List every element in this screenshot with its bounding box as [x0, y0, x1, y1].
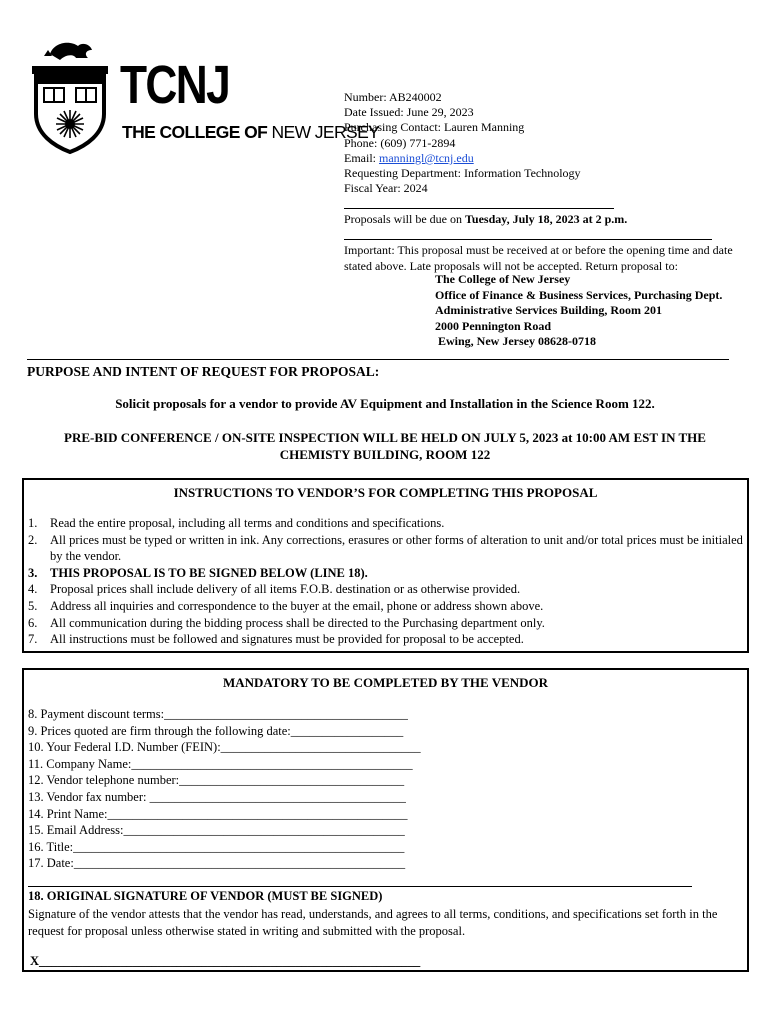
signature-heading: 18. ORIGINAL SIGNATURE OF VENDOR (MUST BE SIGNED) — [28, 889, 383, 903]
return-address — [435, 272, 722, 350]
list-item: 5. Address all inquiries and correspondence to the buyer at the email, phone or address shown above. — [28, 598, 544, 613]
list-item: 2. All prices must be typed or written in ink. Any corrections, erasures or other forms of alteration to unit and/or total prices must be initialed by the vendor. — [28, 532, 743, 564]
vendor-fields — [28, 706, 743, 872]
solicit-statement: Solicit proposals for a vendor to provide AV Equipment and Installation in the Science Room 122. — [115, 396, 655, 411]
divider — [344, 208, 614, 209]
rfp-info — [344, 90, 581, 196]
tcnj-logo — [30, 38, 380, 156]
section-divider — [27, 359, 729, 360]
address-line: Administrative Services Building, Room 201 — [435, 303, 662, 317]
due-date-line: Proposals will be due on Tuesday, July 18, 2023 at 2 p.m. — [344, 212, 628, 226]
college-seal-icon — [30, 38, 110, 156]
signature-line[interactable]: X_____________________________________________________________ — [30, 954, 421, 968]
instructions-list — [28, 515, 743, 648]
email-link[interactable]: manningl@tcnj.edu — [379, 150, 474, 165]
list-item: 7. All instructions must be followed and signatures must be provided for proposal to be accepted. — [28, 632, 524, 647]
list-item: 6. All communication during the bidding process shall be directed to the Purchasing department only. — [28, 615, 545, 630]
title-field[interactable]: 16. Title:_____________________________________________________ — [28, 839, 405, 854]
rfp-number: Number: AB240002 — [344, 90, 442, 104]
brand-name: TCNJ — [120, 55, 230, 115]
list-item: 4. Proposal prices shall include delivery of all items F.O.B. destination or as otherwise provided. — [28, 582, 521, 597]
brand-subtitle: THE COLLEGE OF NEW JERSEY — [122, 122, 380, 142]
vendor-title: MANDATORY TO BE COMPLETED BY THE VENDOR — [222, 675, 549, 690]
fein-field[interactable]: 10. Your Federal I.D. Number (FEIN):________________________________ — [28, 740, 421, 755]
divider — [344, 239, 712, 240]
prebid-notice: PRE-BID CONFERENCE / ON-SITE INSPECTION WILL BE HELD ON JULY 5, 2023 at 10:00 AM EST IN THE CHEMISTY BUILDING, ROOM 122 — [64, 430, 706, 462]
address-line: The College of New Jersey — [435, 272, 571, 286]
divider — [28, 886, 692, 887]
list-item: 3. THIS PROPOSAL IS TO BE SIGNED BELOW (LINE 18). — [28, 565, 368, 580]
company-name-field[interactable]: 11. Company Name:_____________________________________________ — [28, 756, 413, 771]
date-issued: Date Issued: June 29, 2023 — [344, 105, 474, 120]
signature-statement: Signature of the vendor attests that the vendor has read, understands, and agrees to all terms, conditions, and specifications set forth in the request for proposal unless otherwise stated in writing and submitted with the proposal. — [28, 907, 718, 938]
important-note: Important: This proposal must be received at or before the opening time and date stated above. Late proposals will not be accepted. Return proposal to: — [344, 243, 733, 273]
list-item: 1. Read the entire proposal, including all terms and conditions and specifications. — [28, 516, 445, 530]
print-name-field[interactable]: 14. Print Name:________________________________________________ — [28, 806, 408, 821]
address-line: Office of Finance & Business Services, Purchasing Dept. — [435, 287, 723, 302]
requesting-department: Requesting Department: Information Technology — [344, 166, 581, 181]
instructions-title: INSTRUCTIONS TO VENDOR’S FOR COMPLETING THIS PROPOSAL — [173, 485, 598, 500]
email-address-field[interactable]: 15. Email Address:_____________________________________________ — [28, 823, 405, 838]
fiscal-year: Fiscal Year: 2024 — [344, 181, 428, 196]
email-line: Email: manningl@tcnj.edu — [344, 150, 474, 165]
address-line: 2000 Pennington Road — [435, 318, 552, 333]
vendor-fax-field[interactable]: 13. Vendor fax number: _________________________________________ — [28, 789, 406, 804]
phone: Phone: (609) 771-2894 — [344, 135, 456, 150]
address-line: Ewing, New Jersey 08628-0718 — [435, 334, 596, 348]
purpose-heading: PURPOSE AND INTENT OF REQUEST FOR PROPOSAL: — [27, 364, 380, 379]
purchasing-contact: Purchasing Contact: Lauren Manning — [344, 120, 525, 135]
vendor-box — [22, 668, 749, 972]
payment-terms-field[interactable]: 8. Payment discount terms:_______________________________________ — [28, 707, 408, 721]
vendor-telephone-field[interactable]: 12. Vendor telephone number:____________________________________ — [28, 773, 405, 788]
date-field[interactable]: 17. Date:_____________________________________________________ — [28, 856, 406, 871]
instructions-box — [22, 478, 749, 653]
prices-firm-date-field[interactable]: 9. Prices quoted are firm through the following date:__________________ — [28, 723, 404, 738]
